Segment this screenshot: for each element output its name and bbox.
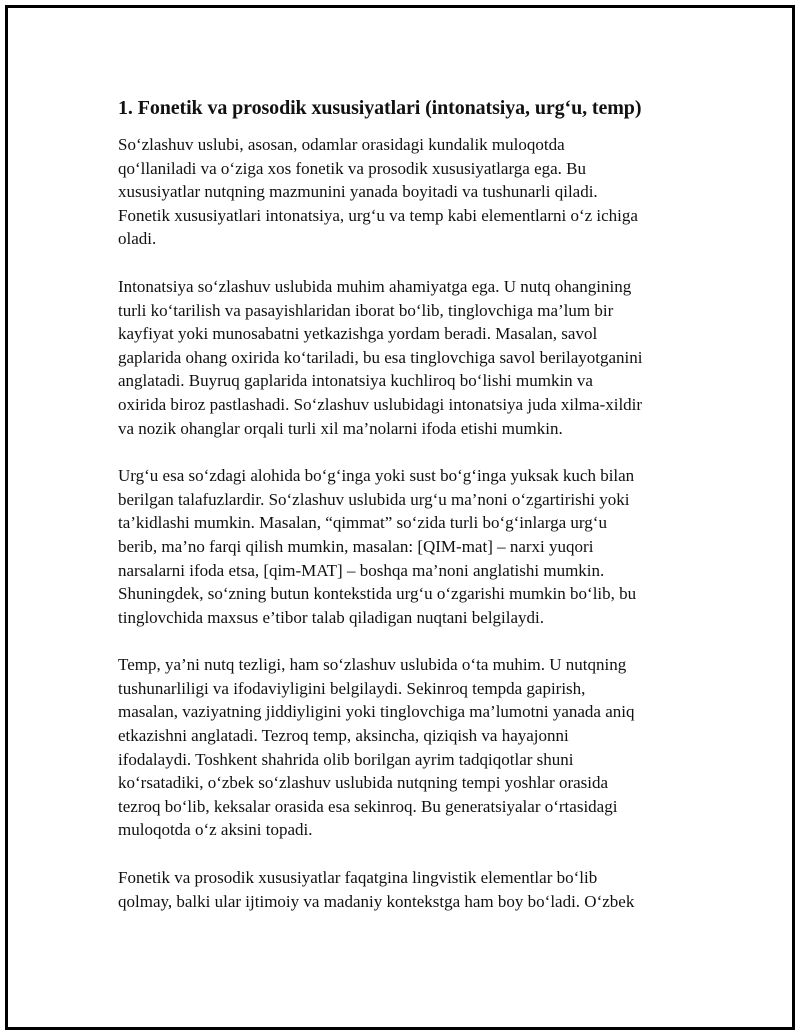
paragraph-conclusion	[118, 866, 688, 913]
text-line: Temp, ya’ni nutq tezligi, ham so‘zlashuv uslubida o‘ta muhim. U nutqning	[118, 655, 627, 675]
text-line: Fonetik xususiyatlari intonatsiya, urg‘u va temp kabi elementlarni o‘z ichiga	[118, 205, 638, 225]
text-line: tinglovchida maxsus e’tibor talab qiladigan nuqtani belgilaydi.	[118, 607, 545, 627]
text-line: Shuningdek, so‘zning butun kontekstida urg‘u o‘zgarishi mumkin bo‘lib, bu	[118, 584, 637, 604]
text-line: tushunarliligi va ifodaviyligini belgilaydi. Sekinroq tempda gapirish,	[118, 678, 586, 698]
text-line: Intonatsiya so‘zlashuv uslubida muhim ahamiyatga ega. U nutq ohangining	[118, 276, 632, 296]
text-line: ifodalaydi. Toshkent shahrida olib borilgan ayrim tadqiqotlar shuni	[118, 749, 574, 769]
text-line: turli ko‘tarilish va pasayishlaridan iborat bo‘lib, tinglovchiga ma’lum bir	[118, 300, 614, 320]
text-line: kayfiyat yoki munosabatni yetkazishga yordam beradi. Masalan, savol	[118, 324, 598, 344]
text-line: So‘zlashuv uslubi, asosan, odamlar orasidagi kundalik muloqotda	[118, 135, 565, 154]
text-line: va nozik ohanglar orqali turli xil ma’nolarni ifoda etishi mumkin.	[118, 418, 563, 438]
text-line: ko‘rsatadiki, o‘zbek so‘zlashuv uslubida nutqning tempi yoshlar orasida	[118, 773, 609, 793]
text-line: masalan, vaziyatning jiddiyligini yoki tinglovchiga ma’lumotni yanada aniq	[118, 702, 635, 722]
text-line: tezroq bo‘lib, keksalar orasida esa sekinroq. Bu generatsiyalar o‘rtasidagi	[118, 796, 618, 816]
text-line: berilgan talafuzlardir. So‘zlashuv uslubida urg‘u ma’noni o‘zgartirishi yoki	[118, 489, 630, 509]
text-line: Urg‘u esa so‘zdagi alohida bo‘g‘inga yoki sust bo‘g‘inga yuksak kuch bilan	[118, 466, 635, 486]
text-line: anglatadi. Buyruq gaplarida intonatsiya kuchliroq bo‘lishi mumkin va	[118, 371, 593, 391]
text-line: muloqotda o‘z aksini topadi.	[118, 820, 313, 840]
text-line: oladi.	[118, 229, 157, 249]
paragraph-intro	[118, 133, 688, 251]
text-line: qo‘llaniladi va o‘ziga xos fonetik va prosodik xususiyatlarga ega. Bu	[118, 158, 587, 178]
text-line: etkazishni anglatadi. Tezroq temp, aksincha, qiziqish va hayajonni	[118, 726, 569, 746]
paragraph-stress	[118, 464, 688, 629]
document-body	[118, 93, 688, 937]
text-line: narsalarni ifoda etsa, [qim-MAT] – boshqa ma’noni anglatishi mumkin.	[118, 560, 605, 580]
text-line: berib, ma’no farqi qilish mumkin, masalan: [QIM-mat] – narxi yuqori	[118, 536, 594, 556]
text-line: Fonetik va prosodik xususiyatlar faqatgina lingvistik elementlar bo‘lib	[118, 868, 598, 888]
paragraph-tempo	[118, 653, 688, 842]
text-line: gaplarida ohang oxirida ko‘tariladi, bu esa tinglovchiga savol berilayotganini	[118, 347, 643, 367]
paragraph-intonation	[118, 275, 688, 440]
text-line: ta’kidlashi mumkin. Masalan, “qimmat” so‘zida turli bo‘g‘inlarga urg‘u	[118, 513, 607, 533]
text-line: qolmay, balki ular ijtimoiy va madaniy kontekstga ham boy bo‘ladi. O‘zbek	[118, 891, 635, 911]
section-heading: 1. Fonetik va prosodik xususiyatlari (intonatsiya, urg‘u, temp)	[118, 97, 642, 119]
text-line: oxirida biroz pastlashadi. So‘zlashuv uslubidagi intonatsiya juda xilma-xildir	[118, 394, 643, 414]
text-line: xususiyatlar nutqning mazmunini yanada boyitadi va tushunarli qiladi.	[118, 182, 598, 202]
